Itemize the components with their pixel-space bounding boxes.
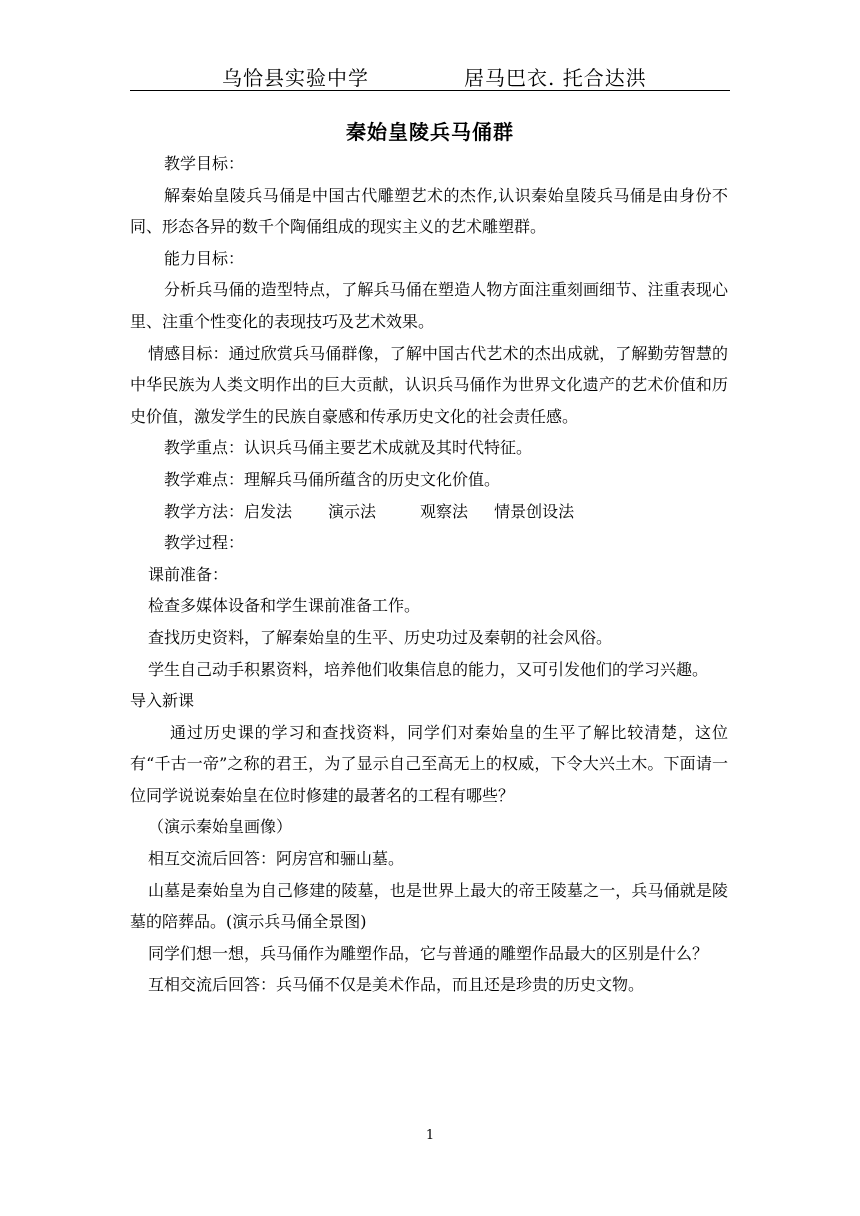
page-header (130, 56, 730, 91)
paragraph-preparation-1: 检查多媒体设备和学生课前准备工作。 (148, 596, 421, 616)
paragraph-key-point: 教学重点：认识兵马俑主要艺术成就及其时代特征。 (164, 438, 533, 458)
paragraph-answer-1: 相互交流后回答：阿房宫和骊山墓。 (148, 849, 405, 869)
header-school: 乌恰县实验中学 (222, 66, 369, 90)
paragraph-preparation-2: 查找历史资料，了解秦始皇的生平、历史功过及秦朝的社会风俗。 (148, 627, 613, 647)
paragraph-difficulty: 教学难点：理解兵马俑所蕴含的历史文化价值。 (164, 469, 501, 489)
paragraph-emotion-goal: 情感目标：通过欣赏兵马俑群像，了解中国古代艺术的杰出成就，了解勤劳智慧的中华民族为人类文明作出的巨大贡献，认识兵马俑作为世界文化遗产的艺术价值和历史价值，激发学生的民族自豪感和传承历史文化的社会责任感。 (130, 343, 728, 426)
paragraph-demo-portrait: （演示秦始皇画像） (148, 817, 293, 837)
paragraph-ability-goal: 分析兵马俑的造型特点，了解兵马俑在塑造人物方面注重刻画细节、注重表现心里、注重个性变化的表现技巧及艺术效果。 (130, 280, 728, 331)
method-2: 演示法 (328, 501, 377, 521)
paragraph-preparation-label: 课前准备： (148, 564, 229, 584)
paragraph-process-label: 教学过程： (164, 533, 245, 553)
paragraph-teaching-goal: 解秦始皇陵兵马俑是中国古代雕塑艺术的杰作,认识秦始皇陵兵马俑是由身份不同、形态各异的数千个陶俑组成的现实主义的艺术雕塑群。 (130, 185, 728, 237)
page-number: 1 (425, 1128, 435, 1143)
methods-label: 教学方法： (164, 501, 245, 521)
document-title: 秦始皇陵兵马俑群 (346, 120, 514, 144)
paragraph-preparation-3: 学生自己动手积累资料，培养他们收集信息的能力，又可引发他们的学习兴趣。 (148, 659, 709, 679)
paragraph-intro-label: 导入新课 (130, 691, 195, 711)
paragraph-question: 同学们想一想，兵马俑作为雕塑作品，它与普通的雕塑作品最大的区别是什么？ (148, 943, 709, 963)
paragraph-teaching-goal-label: 教学目标： (164, 154, 245, 173)
method-3: 观察法 (420, 501, 469, 521)
method-4: 情景创设法 (494, 501, 575, 521)
paragraph-intro: 通过历史课的学习和查找资料，同学们对秦始皇的生平了解比较清楚，这位有“千古一帝”之称的君王，为了显示自己至高无上的权威，下令大兴土木。下面请一位同学说说秦始皇在位时修建的最著名的工程有哪些？ (130, 722, 728, 805)
header-author: 居马巴衣. 托合达洪 (464, 66, 647, 90)
method-1: 启发法 (244, 501, 293, 521)
paragraph-teaching-methods (130, 496, 728, 528)
document-body (130, 148, 728, 1001)
paragraph-answer-2: 互相交流后回答：兵马俑不仅是美术作品，而且还是珍贵的历史文物。 (148, 975, 645, 995)
paragraph-tomb: 山墓是秦始皇为自己修建的陵墓，也是世界上最大的帝王陵墓之一，兵马俑就是陵墓的陪葬品。(演示兵马俑全景图) (130, 880, 728, 932)
paragraph-ability-goal-label: 能力目标： (164, 248, 245, 268)
